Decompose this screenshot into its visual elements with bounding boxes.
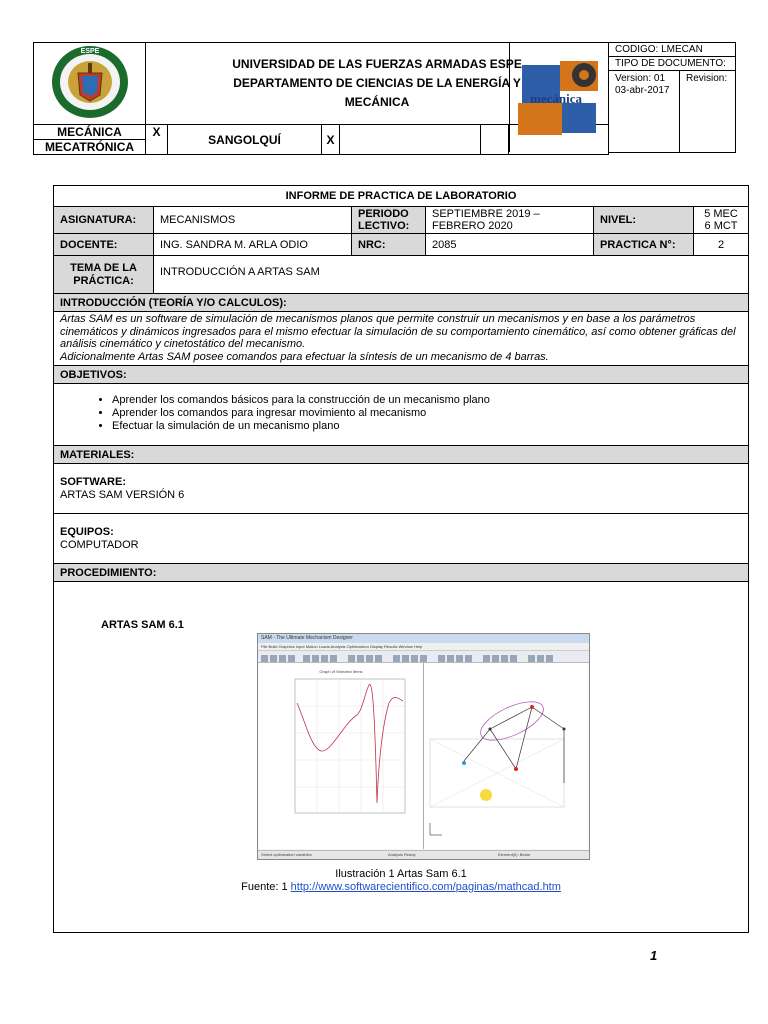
sam-menubar: File Build Graphics Input Motion Loads Analysis Optimization Display Results Window Help bbox=[258, 643, 589, 651]
sam-status-mid: Analysis Ready bbox=[388, 852, 416, 857]
nrc-label: NRC: bbox=[352, 234, 426, 256]
sam-status-right: Element(0): Beam bbox=[498, 852, 531, 857]
campus-cell: SANGOLQUÍ bbox=[168, 125, 322, 155]
doc-type-row: TIPO DE DOCUMENTO: bbox=[608, 57, 736, 71]
code-row: CODIGO: LMECAN bbox=[608, 42, 736, 57]
software-value: ARTAS SAM VERSIÓN 6 bbox=[60, 488, 185, 501]
sam-graph-plot bbox=[259, 663, 423, 849]
mechanics-logo-icon bbox=[510, 43, 608, 152]
page-number: 1 bbox=[650, 948, 658, 963]
document-code-box bbox=[608, 42, 736, 153]
practica-value: 2 bbox=[694, 234, 749, 256]
docente-label: DOCENTE: bbox=[54, 234, 154, 256]
nivel-value: 5 MEC 6 MCT bbox=[694, 207, 749, 234]
equipos-value: COMPUTADOR bbox=[60, 538, 139, 551]
university-seal-icon bbox=[48, 43, 132, 121]
materiales-label: MATERIALES: bbox=[54, 446, 749, 464]
figure-caption: Ilustración 1 Artas Sam 6.1 Fuente: 1 http://www.softwarecientifico.com/paginas/mathcad.htm bbox=[241, 868, 561, 893]
version-row bbox=[608, 71, 736, 153]
dept-logo bbox=[509, 43, 608, 152]
sam-titlebar: SAM - The Ultimate Mechanism Designer bbox=[258, 634, 589, 643]
sam-screenshot bbox=[257, 633, 590, 860]
procedimiento-label: PROCEDIMIENTO: bbox=[54, 564, 749, 582]
nrc-value: 2085 bbox=[426, 234, 594, 256]
university-logo-cell bbox=[34, 43, 146, 125]
objetivo-item: • Efectuar la simulación de un mecanismo plano bbox=[112, 420, 742, 433]
sam-statusbar bbox=[258, 850, 589, 859]
objetivos-list bbox=[60, 394, 742, 433]
intro-text: Artas SAM es un software de simulación de mecanismos planos que permite construir un mecanismos y en base a los parámetros cinemáticos y dinámicos ingresados para el mismo efectuar la simulación de su comportamiento cinemático, así como obtener gráficas del análisis cinemático y cinetostático del mecanismo. Adicionalmente Artas SAM posee comandos para efectuar la síntesis de un mecanismo de 4 barras. bbox=[54, 312, 749, 366]
software-label: SOFTWARE: bbox=[60, 475, 126, 488]
blank-cell-2 bbox=[481, 125, 509, 155]
blank-cell-1 bbox=[340, 125, 481, 155]
sam-toolbar bbox=[258, 651, 589, 663]
artas-heading: ARTAS SAM 6.1 bbox=[101, 619, 184, 631]
docente-value: ING. SANDRA M. ARLA ODIO bbox=[154, 234, 352, 256]
objetivo-item: • Aprender los comandos básicos para la construcción de un mecanismo plano bbox=[112, 394, 742, 407]
asignatura-label: ASIGNATURA: bbox=[54, 207, 154, 234]
sam-status-left: Select optimization variables bbox=[261, 852, 312, 857]
practica-label: PRACTICA N°: bbox=[594, 234, 694, 256]
nivel-label: NIVEL: bbox=[594, 207, 694, 234]
periodo-value: SEPTIEMBRE 2019 – FEBRERO 2020 bbox=[426, 207, 594, 234]
svg-text:ESPE: ESPE bbox=[80, 48, 99, 55]
university-name: UNIVERSIDAD DE LAS FUERZAS ARMADAS ESPE DEPARTAMENTO DE CIENCIAS DE LA ENERGÍA Y MECÁNICA bbox=[146, 43, 609, 125]
asignatura-value: MECANISMOS bbox=[154, 207, 352, 234]
intro-label: INTRODUCCIÓN (TEORÍA Y/O CALCULOS): bbox=[54, 294, 749, 312]
periodo-label: PERIODO LECTIVO: bbox=[352, 207, 426, 234]
career-mark: X bbox=[146, 125, 168, 155]
tema-value: INTRODUCCIÓN A ARTAS SAM bbox=[154, 256, 749, 294]
objetivos-list-cell bbox=[54, 384, 749, 446]
report-title: INFORME DE PRACTICA DE LABORATORIO bbox=[54, 186, 749, 207]
equipos-cell bbox=[54, 514, 749, 564]
source-link[interactable]: http://www.softwarecientifico.com/paginas/mathcad.htm bbox=[290, 881, 561, 893]
software-cell bbox=[54, 464, 749, 514]
sam-graph-title: Graph of Selected Items bbox=[319, 669, 363, 674]
revision-text: Revision: bbox=[686, 73, 728, 84]
career-cell: MECÁNICA MECATRÓNICA bbox=[34, 125, 146, 155]
tema-label: TEMA DE LA PRÁCTICA: bbox=[54, 256, 154, 294]
date-text: 03-abr-2017 bbox=[615, 85, 670, 96]
equipos-label: EQUIPOS: bbox=[60, 525, 114, 538]
sam-graph-panel bbox=[259, 663, 424, 849]
sam-mechanism-drawing bbox=[424, 663, 588, 849]
campus-mark: X bbox=[322, 125, 340, 155]
version-text: Version: 01 bbox=[615, 73, 666, 84]
objetivos-label: OBJETIVOS: bbox=[54, 366, 749, 384]
objetivo-item: • Aprender los comandos para ingresar movimiento al mecanismo bbox=[112, 407, 742, 420]
sam-mechanism-panel bbox=[424, 663, 588, 849]
svg-text:mecánica: mecánica bbox=[530, 91, 582, 106]
